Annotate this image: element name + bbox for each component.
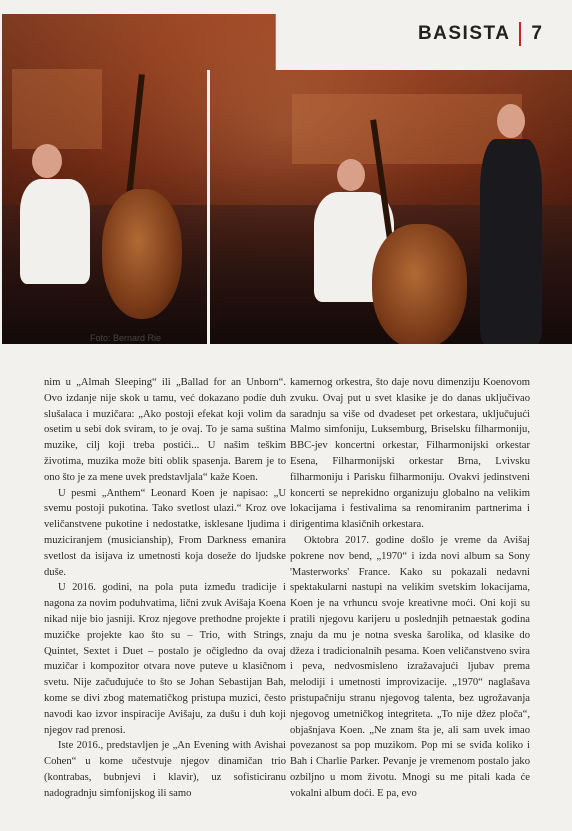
header-divider [519, 22, 521, 46]
double-bass [372, 224, 467, 344]
double-bass [102, 189, 182, 319]
paragraph: U 2016. godini, na pola puta između tradicije i nagona za novim poduhvatima, lični zvuk Avišaja Koena nikad nije bio jasniji. Kroz njegove prethodne projekte i muzičke projekte kao što su – Trio, with Strings, Quintet, Sextet i Duet – postalo je očigledno da ovaj muzičar i kompozitor otvara nove puteve u klasičnom svetu. Nije začuđujuće to što se Johan Sebastijan Bah, kome se divi zbog matematičkog pristupa muzici, često navodi kao izvor inspiracije Avišaju, za dušu i duh koji njegov rad prenosi. [44, 582, 286, 736]
page-header [418, 22, 542, 46]
bassist-head [337, 159, 365, 191]
section-title: BASISTA [417, 23, 511, 44]
paragraph: nim u „Almah Sleeping“ ili „Ballad for an Unborn“. Ovo izdanje nije skok u tamu, već dokazano podíe duh slušalaca i muzičara: „Ako postoji efekat koji volim da osetim u sebi dok sviram, to je ovaj. To je sama suština muzike, cilj koji treba postići... U našim teškim životima, muzika može biti oblik spasenja. Barem je to ono što je za mene uvek predstavljala“ kaže Koen. [44, 377, 286, 483]
hall-wall-panel [12, 69, 102, 149]
photo-caption: Foto: Bernard Rie [90, 333, 162, 343]
paragraph: Iste 2016., predstavljen je „An Evening with Avishai Cohen“ u kome učestvuje njegov dinamičan trio (kontrabas, bubnjevi i klavir), uz sofisticiranu nadogradnju simfonijskog ili samo [44, 740, 286, 799]
paragraph: kamernog orkestra, što daje novu dimenziju Koenovom zvuku. Ovaj put u svet klasike je do danas uključivao saradnju sa više od dvadeset pet orkestara, uključujući Malmo simfoniju, Luksemburg, Briselsku filharmoniju, BBC-jev koncertni orkestar, Filharmonijski orkestar Esena, Filharmonijski orkestar Brna, Lvivsku filharmoniju i Parisku filharmoniju. Ovakvi jedinstveni koncerti se neprekidno organizuju globalno na velikim lokacijama i festivalima sa renomiranim partnerima i dirigentima klasičnih orkestara. [290, 377, 530, 531]
conductor-suit [480, 139, 542, 344]
concert-photo [2, 14, 572, 344]
conductor-head [497, 104, 525, 138]
bassist-head [32, 144, 62, 178]
article-column-right [290, 375, 530, 802]
article-column-left [44, 375, 286, 802]
page-number: 7 [531, 23, 542, 44]
paragraph: U pesmi „Anthem“ Leonard Koen je napisao: „U svemu postoji pukotina. Tako svetlost ulazi.“ Kroz ove veličanstvene pukotine i nedostatke, isklesane ljudima i muziciranjem (musicianship), From Darkness emanira svetlost da isijava iz umetnosti koja doseže do ljudske duše. [44, 487, 286, 578]
photo-divider [207, 70, 210, 344]
paragraph: Oktobra 2017. godine došlo je vreme da Avišaj pokrene nov bend, „1970“ i izda novi album sa Sony 'Masterworks' France. Kako su pokazali nedavni spektakularni nastupi na velikim svetskim lokacijama, Koen je na vrhuncu svoje kreativne moći. Oni koji su pratili njegovu karijeru u poslednjih petnaestak godina znaju da mu je notna sveska šarolika, od klasike do džeza i tradicionalnih pesama. Koen veličanstveno svira i peva, nedvosmisleno izražavajući ljubav prema melodiji i umetnosti improvizacije. „1970“ naglašava pristupačniju stranu njegovog talenta, bez ugrožavanja njegovog umetničkog integriteta. „To nije džez ploča“, objašnjava Koen. „Ne znam šta je, ali sam uvek imao povezanost sa pop muzikom. Pop mi se sviđa koliko i Bah i Charlie Parker. Pevanje je vremenom postalo jako ozbiljno u mom životu. Mnogi su me pitali kada će vokalni album doći. E pa, evo [290, 534, 530, 799]
bassist-shirt [20, 179, 90, 284]
